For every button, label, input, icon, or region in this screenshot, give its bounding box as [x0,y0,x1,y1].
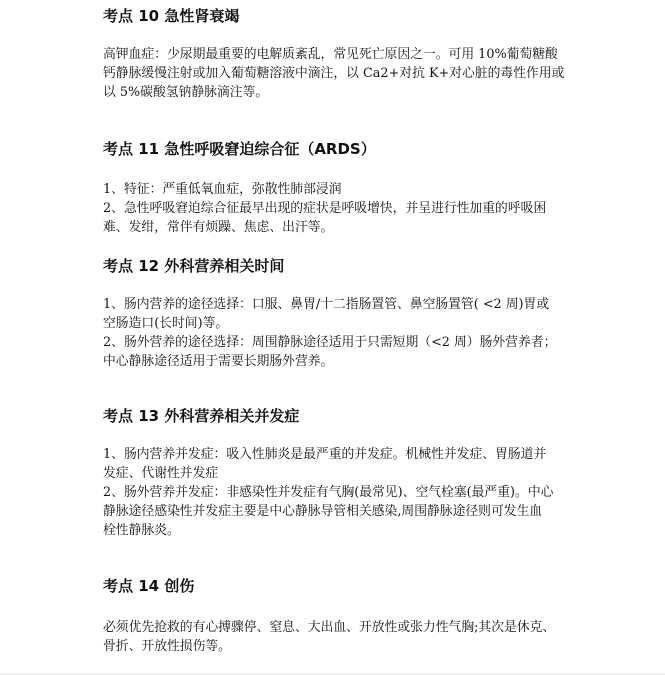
text-line: 难、发绀，常伴有烦躁、焦虑、出汗等。 [103,220,334,235]
section-heading-14: 考点 14 创伤 [103,577,195,595]
text-line: 栓性静脉炎。 [103,523,180,538]
text-line: 骨折、开放性损伤等。 [103,639,231,654]
section-body-13 [103,445,573,540]
section-body-12 [103,295,573,371]
text-line: 必须优先抢救的有心搏骤停、窒息、大出血、开放性或张力性气胸;其次是休克、 [103,620,556,635]
section-heading-12: 考点 12 外科营养相关时间 [103,257,285,275]
text-line: 2、肠外营养并发症：非感染性并发症有气胸(最常见)、空气栓塞(最严重)。中心 [103,485,554,500]
text-line: 1、肠内营养并发症：吸入性肺炎是最严重的并发症。机械性并发症、胃肠道并 [103,447,547,462]
section-body-14 [103,618,573,656]
text-line: 发症、代谢性并发症 [103,466,219,481]
text-line: 2、肠外营养的途径选择：周围静脉途径适用于只需短期（<2 周）肠外营养者； [103,335,557,350]
text-line: 1、肠内营养的途径选择：口服、鼻胃/十二指肠置管、鼻空肠置管( <2 周)胃或 [103,297,550,312]
text-line: 高钾血症：少尿期最重要的电解质紊乱，常见死亡原因之一。可用 10%葡萄糖酸 [103,47,558,62]
section-heading-10: 考点 10 急性肾衰竭 [103,7,240,25]
section-body-10 [103,45,573,102]
text-line: 静脉途径感染性并发症主要是中心静脉导管相关感染,周围静脉途径则可发生血 [103,504,543,519]
text-line: 中心静脉途径适用于需要长期肠外营养。 [103,354,334,369]
text-line: 1、特征：严重低氧血症，弥散性肺部浸润 [103,182,342,197]
section-body-11 [103,180,573,237]
section-heading-13: 考点 13 外科营养相关并发症 [103,407,300,425]
text-line: 空肠造口(长时间)等。 [103,316,229,331]
text-line: 2、急性呼吸窘迫综合征最早出现的症状是呼吸增快，并呈进行性加重的呼吸困 [103,201,547,216]
text-line: 钙静脉缓慢注射或加入葡萄糖溶液中滴注，以 Ca2+对抗 K+对心脏的毒性作用或 [103,66,565,81]
text-line: 以 5%碳酸氢钠静脉滴注等。 [103,85,269,100]
section-heading-11: 考点 11 急性呼吸窘迫综合征（ARDS） [103,140,376,158]
